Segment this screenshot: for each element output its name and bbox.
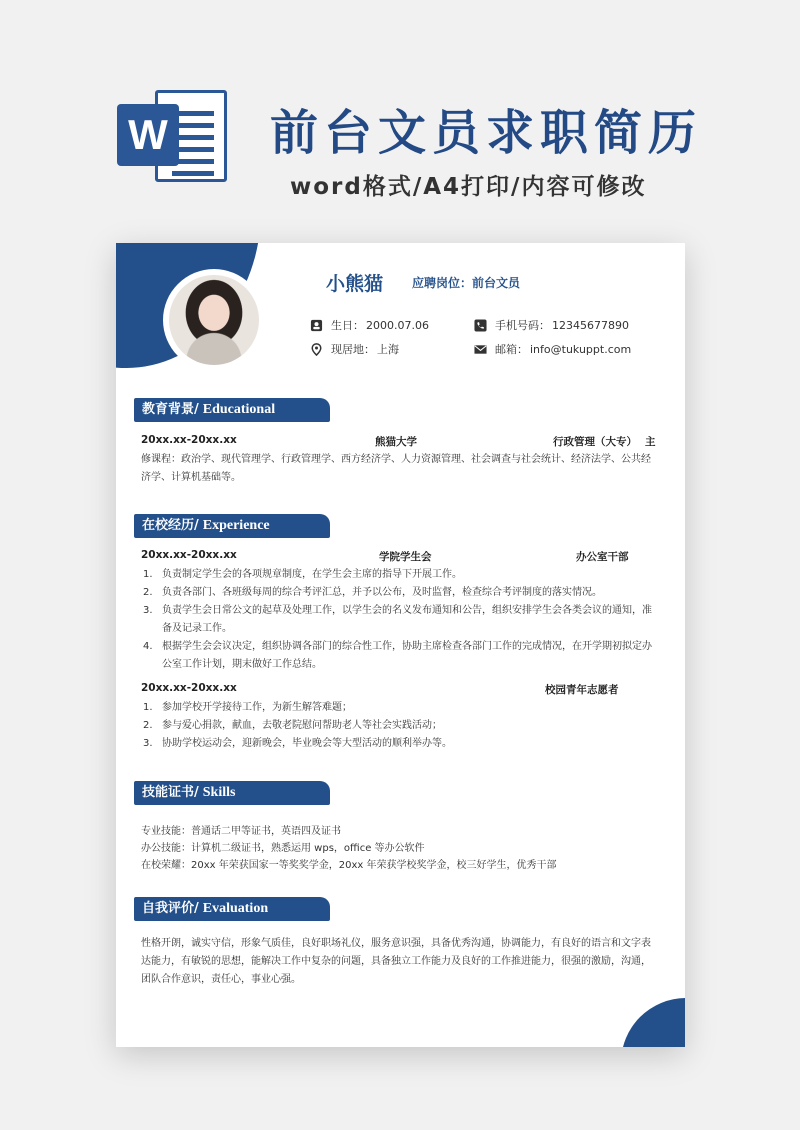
location-info bbox=[310, 341, 399, 357]
education-school: 熊猫大学 bbox=[375, 436, 417, 448]
section-title-cn: 教育背景/ bbox=[142, 402, 199, 417]
phone-value: 12345677890 bbox=[552, 318, 629, 332]
corner-decoration-bottom-right bbox=[621, 998, 685, 1047]
location-value: 上海 bbox=[377, 343, 399, 356]
word-logo-icon bbox=[117, 86, 229, 186]
experience-role: 办公室干部 bbox=[576, 551, 629, 563]
birthday-value: 2000.07.06 bbox=[366, 318, 429, 332]
phone-icon bbox=[474, 319, 487, 332]
location-label: 现居地： bbox=[331, 343, 375, 356]
banner-subtitle: word格式/A4打印/内容可修改 bbox=[290, 174, 647, 200]
list-item: 2. 负责各部门、各班级每周的综合考评汇总，并予以公布，及时监督，检查综合考评制度的落实情况。 bbox=[143, 587, 602, 598]
experience-role: 校园青年志愿者 bbox=[545, 684, 619, 696]
list-item: 1. 负责制定学生会的各项规章制度，在学生会主席的指导下开展工作。 bbox=[143, 569, 462, 580]
experience-org: 学院学生会 bbox=[379, 551, 432, 563]
section-title-en: Educational bbox=[202, 402, 276, 417]
experience-duty-list bbox=[141, 566, 657, 674]
volunteer-duty-list bbox=[141, 699, 657, 753]
list-item: 2. 参与爱心捐款，献血，去敬老院慰问帮助老人等社会实践活动； bbox=[143, 720, 442, 731]
skill-line: 专业技能：普通话二甲等证书，英语四及证书 bbox=[141, 826, 341, 837]
job-target: 应聘岗位：前台文员 bbox=[412, 276, 521, 290]
phone-info bbox=[474, 317, 629, 333]
list-item: 1. 参加学校开学接待工作，为新生解答难题； bbox=[143, 702, 352, 713]
experience-period: 20xx.xx-20xx.xx bbox=[141, 682, 237, 694]
section-header-education bbox=[134, 398, 330, 422]
section-title-cn: 技能证书/ bbox=[142, 785, 199, 800]
birthday-icon bbox=[310, 319, 323, 332]
resume-sheet bbox=[116, 243, 685, 1047]
list-item: 4. 根据学生会会议决定，组织协调各部门的综合性工作，协助主席检查各部门工作的完成情况，在开学期初拟定办公室工作计划，期末做好工作总结。 bbox=[143, 641, 652, 670]
section-header-skills bbox=[134, 781, 330, 805]
education-courses: 修课程：政治学、现代管理学、行政管理学、西方经济学、人力资源管理、社会调查与社会统计、经济法学、公共经济学、计算机基础等。 bbox=[141, 454, 651, 483]
section-title-cn: 在校经历/ bbox=[142, 518, 199, 533]
birthday-label: 生日： bbox=[331, 319, 364, 332]
avatar bbox=[163, 269, 265, 371]
birthday-info bbox=[310, 317, 429, 333]
education-side-char: 主 bbox=[645, 436, 656, 448]
email-value: info@tukuppt.com bbox=[530, 342, 632, 356]
skill-line: 办公技能：计算机二级证书，熟悉运用 wps，office 等办公软件 bbox=[141, 843, 425, 854]
candidate-name: 小熊猫 bbox=[326, 273, 384, 295]
education-period: 20xx.xx-20xx.xx bbox=[141, 434, 237, 446]
banner-title: 前台文员求职简历 bbox=[270, 105, 703, 161]
section-title-en: Evaluation bbox=[202, 901, 269, 916]
evaluation-text: 性格开朗，诚实守信，形象气质佳，良好职场礼仪，服务意识强，具备优秀沟通，协调能力，有良好的语言和文字表达能力，有敏锐的思想，能解决工作中复杂的问题，具备独立工作能力及良好的工作推进能力，很强的激励，沟通，团队合作意识，责任心，事业心强。 bbox=[141, 938, 651, 985]
section-title-en: Skills bbox=[202, 785, 236, 800]
section-title-en: Experience bbox=[202, 518, 270, 533]
location-icon bbox=[310, 343, 323, 356]
list-item: 3. 协助学校运动会，迎新晚会，毕业晚会等大型活动的顺利举办等。 bbox=[143, 738, 452, 749]
phone-label: 手机号码： bbox=[495, 319, 550, 332]
section-title-cn: 自我评价/ bbox=[142, 901, 199, 916]
email-icon bbox=[474, 343, 487, 356]
section-header-experience bbox=[134, 514, 330, 538]
avatar-photo bbox=[169, 275, 259, 365]
section-header-evaluation bbox=[134, 897, 330, 921]
experience-period: 20xx.xx-20xx.xx bbox=[141, 549, 237, 561]
education-major: 行政管理（大专） bbox=[553, 436, 637, 448]
word-letter-badge: W bbox=[117, 104, 179, 166]
email-info bbox=[474, 341, 631, 357]
skill-line: 在校荣耀：20xx 年荣获国家一等奖奖学金，20xx 年荣获学校奖学金，校三好学生，优秀干部 bbox=[141, 860, 557, 871]
email-label: 邮箱： bbox=[495, 343, 528, 356]
list-item: 3. 负责学生会日常公文的起草及处理工作，以学生会的名义发布通知和公告，组织安排学生会各类会议的通知，准备及记录工作。 bbox=[143, 605, 652, 634]
